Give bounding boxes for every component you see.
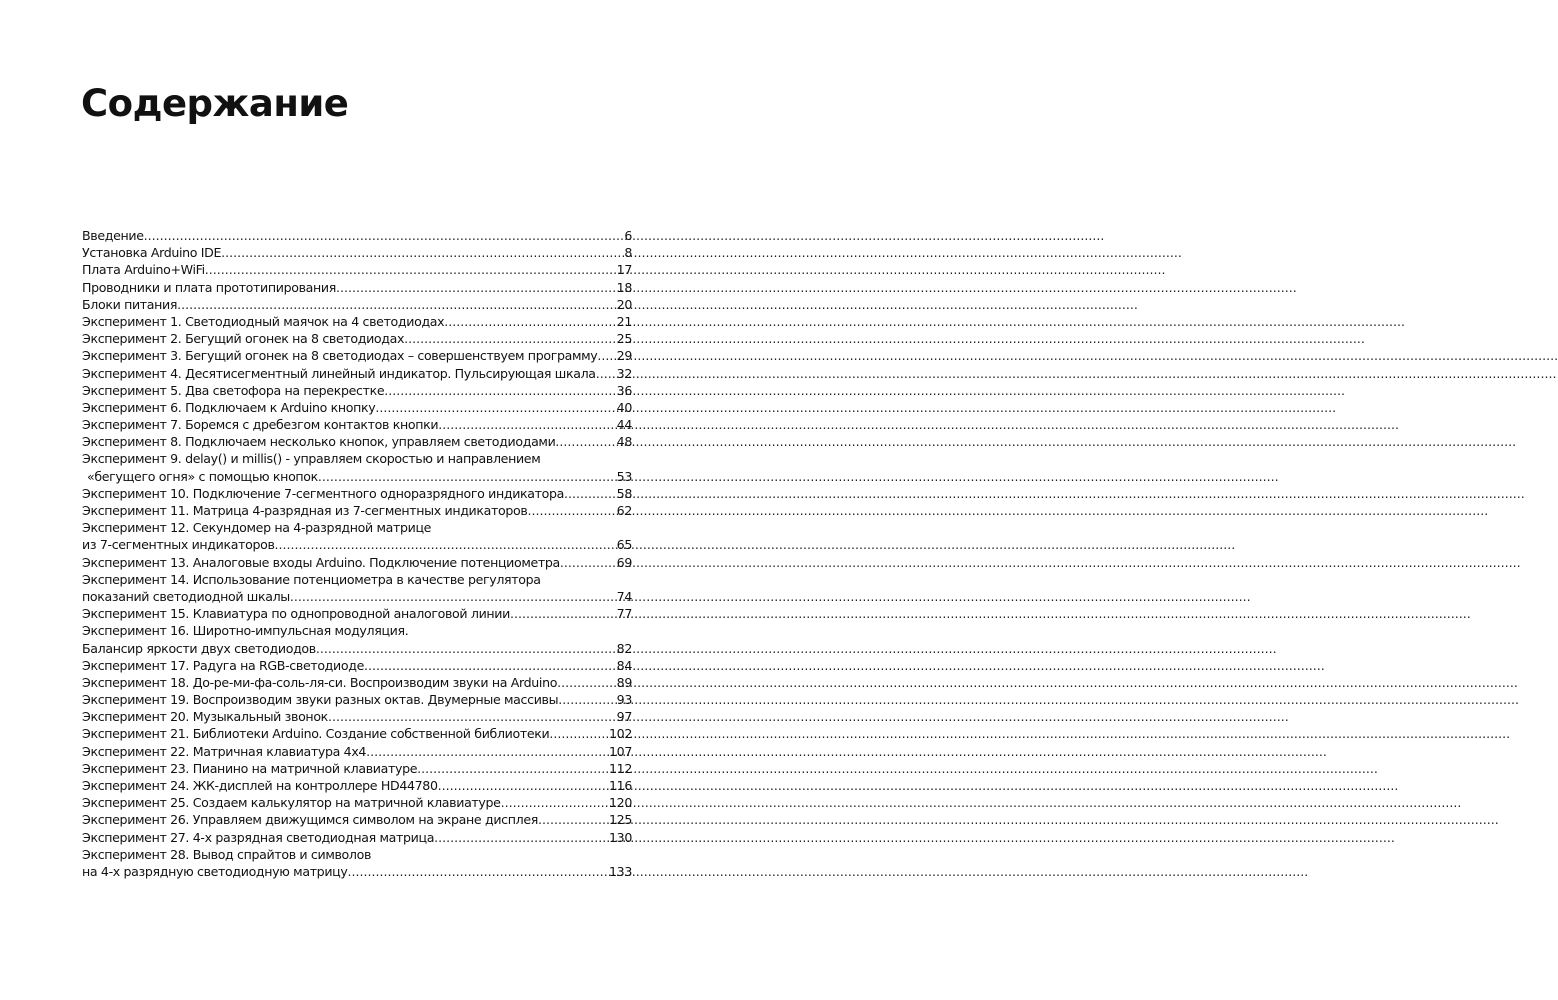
- toc-entry[interactable]: [82, 863, 632, 880]
- toc-entry-title: Эксперимент 5. Два светофора на перекрестке: [82, 382, 385, 398]
- toc-entry-title: из 7-сегментных индикаторов: [82, 537, 275, 553]
- toc-page-number: 17: [616, 262, 632, 278]
- toc-entry-title: Эксперимент 7. Боремся с дребезгом контактов кнопки: [82, 417, 439, 433]
- toc-entry[interactable]: [82, 450, 632, 467]
- toc-entry-title: Эксперимент 22. Матричная клавиатура 4x4: [82, 743, 367, 759]
- toc-page-number: 29: [616, 348, 632, 364]
- toc-entry[interactable]: [82, 811, 632, 828]
- toc-entry-title: Эксперимент 1. Светодиодный маячок на 4 светодиодах: [82, 313, 445, 329]
- toc-entry-title: Эксперимент 10. Подключение 7-сегментного одноразрядного индикатора: [82, 485, 565, 501]
- toc-entry-title: Эксперимент 14. Использование потенциометра в качестве регулятора: [82, 571, 541, 587]
- toc-dot-leader: [316, 640, 606, 657]
- toc-dot-leader: [347, 863, 603, 880]
- toc-entry[interactable]: [82, 347, 632, 364]
- toc-entry-title: Проводники и плата прототипирования: [82, 279, 336, 295]
- toc-entry-title: Введение: [82, 228, 144, 243]
- toc-dot-leader: [366, 743, 603, 760]
- toc-entry[interactable]: [82, 279, 632, 296]
- toc-entry-title: Эксперимент 24. ЖК-дисплей на контроллере HD44780: [82, 778, 438, 793]
- toc-entry-title: Эксперимент 13. Аналоговые входы Arduino. Подключение потенциометра: [82, 554, 560, 570]
- toc-dot-leader: [417, 760, 603, 777]
- toc-page-number: 21: [616, 313, 632, 329]
- toc-entry[interactable]: [82, 622, 632, 639]
- toc-entry[interactable]: [82, 829, 632, 846]
- toc-page-number: 62: [616, 503, 632, 518]
- toc-dot-leader: [438, 416, 606, 433]
- toc-dot-leader: [510, 605, 606, 622]
- toc-page-number: 36: [616, 382, 632, 398]
- toc-entry[interactable]: [82, 313, 632, 330]
- toc-entry-title: Установка Arduino IDE: [82, 245, 222, 261]
- toc-entry[interactable]: [82, 760, 632, 777]
- toc-page-number: 53: [616, 468, 632, 484]
- toc-entry-title: Эксперимент 27. 4-х разрядная светодиодная матрица: [82, 829, 435, 845]
- toc-page-number: 120: [609, 795, 632, 811]
- toc-entry[interactable]: [82, 554, 632, 571]
- toc-entry-title: Плата Arduino+WiFi: [82, 262, 205, 278]
- toc-page-number: 82: [616, 640, 632, 656]
- toc-entry-title: Блоки питания: [82, 296, 178, 312]
- toc-page-number: 125: [609, 812, 632, 828]
- toc-entry-title: Эксперимент 21. Библиотеки Arduino. Создание собственной библиотеки: [82, 726, 550, 742]
- toc-dot-leader: [205, 261, 606, 278]
- toc-dot-leader: [384, 382, 606, 399]
- toc-entry[interactable]: [82, 296, 632, 313]
- toc-page-number: 116: [609, 778, 632, 793]
- toc-entry[interactable]: [82, 846, 632, 863]
- toc-dot-leader: [527, 502, 606, 519]
- toc-entry[interactable]: [82, 571, 632, 588]
- toc-entry-title: Эксперимент 12. Секундомер на 4-разрядной матрице: [82, 520, 432, 536]
- toc-page-number: 58: [616, 485, 632, 501]
- toc-page-number: 65: [616, 537, 632, 553]
- toc-page-number: 40: [616, 399, 632, 415]
- toc-entry[interactable]: [82, 468, 632, 485]
- toc-page-number: 8: [624, 245, 632, 261]
- toc-entry[interactable]: [82, 708, 632, 725]
- toc-entry[interactable]: [82, 416, 632, 433]
- toc-page-number: 74: [616, 588, 632, 604]
- toc-page-number: 20: [616, 296, 632, 312]
- toc-dot-leader: [555, 433, 606, 450]
- toc-entry[interactable]: [82, 244, 632, 261]
- toc-dot-leader: [444, 313, 606, 330]
- toc-dot-leader: [275, 536, 606, 553]
- toc-entry[interactable]: [82, 399, 632, 416]
- toc-page-number: 89: [616, 674, 632, 690]
- toc-entry-title: Эксперимент 25. Создаем калькулятор на матричной клавиатуре: [82, 795, 501, 811]
- toc-entry-title: Эксперимент 2. Бегущий огонек на 8 светодиодах: [82, 331, 405, 347]
- toc-entry-title: показаний светодиодной шкалы: [82, 588, 290, 604]
- toc-entry-title: на 4-х разрядную светодиодную матрицу: [82, 863, 348, 879]
- toc-page-number: 6: [624, 228, 632, 243]
- toc-entry[interactable]: [82, 519, 632, 536]
- toc-dot-leader: [434, 829, 603, 846]
- toc-entry[interactable]: [82, 725, 632, 742]
- toc-entry-title: Эксперимент 19. Воспроизводим звуки разных октав. Двумерные массивы: [82, 692, 559, 708]
- toc-entry[interactable]: [82, 657, 632, 674]
- toc-entry-title: Эксперимент 23. Пианино на матричной клавиатуре: [82, 760, 418, 776]
- toc-dot-leader: [549, 725, 603, 742]
- toc-entry-title: Эксперимент 6. Подключаем к Arduino кнопку: [82, 399, 376, 415]
- toc-page-number: 69: [616, 554, 632, 570]
- toc-dot-leader: [560, 554, 606, 571]
- toc-dot-leader: [597, 347, 606, 364]
- toc-entry-title: Эксперимент 9. delay() и millis() - управляем скоростью и направлением: [82, 451, 541, 467]
- toc-entry-title: Эксперимент 26. Управляем движущимся символом на экране дисплея: [82, 812, 538, 828]
- toc-dot-leader: [404, 330, 606, 347]
- toc-page-number: 84: [616, 657, 632, 673]
- toc-entry-title: Эксперимент 11. Матрица 4-разрядная из 7-сегментных индикаторов: [82, 503, 528, 518]
- toc-entry[interactable]: [82, 536, 632, 553]
- toc-entry[interactable]: [82, 588, 632, 605]
- toc-entry-title: «бегущего огня» с помощью кнопок: [87, 468, 318, 484]
- toc-entry[interactable]: [82, 382, 632, 399]
- toc-dot-leader: [144, 227, 606, 244]
- toc-dot-leader: [177, 296, 606, 313]
- toc-dot-leader: [375, 399, 606, 416]
- toc-entry-title: Эксперимент 28. Вывод спрайтов и символов: [82, 846, 372, 862]
- toc-entry[interactable]: [82, 485, 632, 502]
- toc-dot-leader: [564, 485, 606, 502]
- table-of-contents: [82, 227, 632, 880]
- toc-page-number: 32: [616, 365, 632, 381]
- toc-entry[interactable]: [82, 227, 632, 244]
- toc-dot-leader: [557, 674, 606, 691]
- toc-page-number: 25: [616, 331, 632, 347]
- toc-page-number: 18: [616, 279, 632, 295]
- toc-entry-title: Эксперимент 15. Клавиатура по однопроводной аналоговой линии: [82, 606, 510, 622]
- toc-entry[interactable]: [82, 433, 632, 450]
- toc-dot-leader: [336, 279, 606, 296]
- toc-entry[interactable]: [82, 605, 632, 622]
- toc-page-number: 112: [609, 760, 632, 776]
- toc-page-number: 107: [609, 743, 632, 759]
- toc-page-number: 93: [616, 692, 632, 708]
- toc-dot-leader: [501, 794, 603, 811]
- toc-entry[interactable]: [82, 743, 632, 760]
- toc-page-number: 77: [616, 606, 632, 622]
- toc-entry[interactable]: [82, 640, 632, 657]
- page-title: Содержание: [81, 82, 349, 125]
- toc-entry[interactable]: [82, 794, 632, 811]
- toc-entry[interactable]: [82, 502, 632, 519]
- toc-dot-leader: [318, 468, 606, 485]
- toc-entry-title: Эксперимент 18. До-ре-ми-фа-соль-ля-си. Воспроизводим звуки на Arduino: [82, 674, 558, 690]
- toc-page-number: 102: [609, 726, 632, 742]
- toc-entry-title: Эксперимент 16. Широтно-импульсная модуляция.: [82, 623, 409, 639]
- toc-dot-leader: [221, 244, 606, 261]
- toc-page-number: 133: [609, 863, 632, 879]
- toc-entry[interactable]: [82, 365, 632, 382]
- toc-dot-leader: [538, 811, 603, 828]
- toc-entry-title: Эксперимент 8. Подключаем несколько кнопок, управляем светодиодами: [82, 434, 556, 450]
- toc-entry[interactable]: [82, 777, 632, 794]
- toc-dot-leader: [438, 777, 603, 794]
- toc-page-number: 97: [616, 709, 632, 725]
- toc-entry-title: Эксперимент 3. Бегущий огонек на 8 светодиодах – совершенствуем программу: [82, 348, 598, 364]
- toc-entry-title: Эксперимент 4. Десятисегментный линейный индикатор. Пульсирующая шкала: [82, 365, 596, 381]
- toc-page-number: 130: [609, 829, 632, 845]
- toc-dot-leader: [328, 708, 606, 725]
- toc-page-number: 48: [616, 434, 632, 450]
- toc-entry[interactable]: [82, 674, 632, 691]
- toc-dot-leader: [290, 588, 606, 605]
- toc-entry[interactable]: [82, 261, 632, 278]
- toc-entry[interactable]: [82, 691, 632, 708]
- toc-dot-leader: [364, 657, 606, 674]
- toc-entry-title: Балансир яркости двух светодиодов: [82, 640, 316, 656]
- toc-dot-leader: [558, 691, 606, 708]
- toc-entry-title: Эксперимент 17. Радуга на RGB-светодиоде: [82, 657, 364, 673]
- toc-dot-leader: [596, 365, 606, 382]
- toc-entry[interactable]: [82, 330, 632, 347]
- toc-page-number: 44: [616, 417, 632, 433]
- toc-entry-title: Эксперимент 20. Музыкальный звонок: [82, 709, 328, 725]
